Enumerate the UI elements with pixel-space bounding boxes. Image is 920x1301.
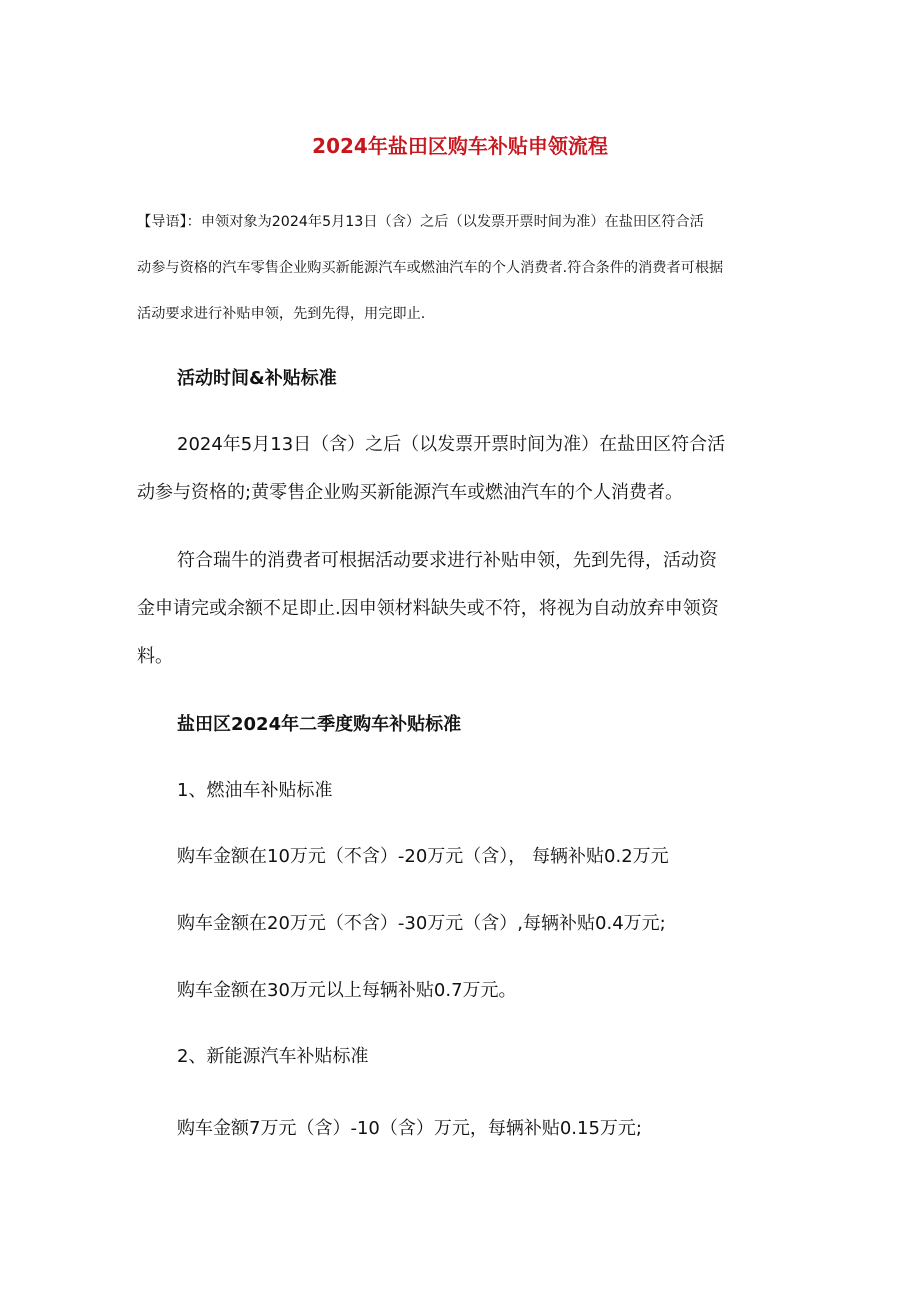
- paragraph-line: 符合瑞牛的消费者可根据活动要求进行补贴申领，先到先得，活动资: [177, 550, 717, 571]
- nev-subsidy-item: 购车金额7万元（含）-10（含）万元，每辆补贴0.15万元;: [177, 1118, 642, 1139]
- intro-line: 【导语】：申领对象为2024年5月13日（含）之后（以发票开票时间为准）在盐田区符合活: [137, 214, 704, 230]
- paragraph-line: 动参与资格的;黄零售企业购买新能源汽车或燃油汽车的个人消费者。: [137, 482, 684, 503]
- fuel-subsidy-item: 购车金额在10万元（不含）-20万元（含）， 每辆补贴0.2万元: [177, 846, 669, 867]
- paragraph-line: 2024年5月13日（含）之后（以发票开票时间为准）在盐田区符合活: [177, 434, 726, 455]
- section-heading-subsidy-standard: 盐田区2024年二季度购车补贴标准: [177, 714, 462, 735]
- nev-heading: 2、新能源汽车补贴标准: [177, 1046, 369, 1067]
- paragraph-line: 料。: [137, 646, 173, 667]
- fuel-subsidy-item: 购车金额在20万元（不含）-30万元（含）,每辆补贴0.4万元;: [177, 913, 666, 934]
- fuel-subsidy-item: 购车金额在30万元以上每辆补贴0.7万元。: [177, 980, 517, 1001]
- activity-paragraph-1: [137, 421, 797, 517]
- intro-line: 动参与资格的汽车零售企业购买新能源汽车或燃油汽车的个人消费者.符合条件的消费者可根据: [137, 260, 724, 276]
- fuel-vehicle-heading: 1、燃油车补贴标准: [177, 780, 333, 801]
- activity-paragraph-2: [137, 537, 797, 681]
- section-heading-activity-time: 活动时间&补贴标准: [177, 368, 337, 389]
- intro-line: 活动要求进行补贴申领，先到先得，用完即止.: [137, 306, 426, 322]
- paragraph-line: 金申请完或余额不足即止.因申领材料缺失或不符，将视为自动放弃申领资: [137, 598, 719, 619]
- intro-paragraph: [137, 199, 787, 337]
- document-title: 2024年盐田区购车补贴申领流程: [312, 134, 608, 158]
